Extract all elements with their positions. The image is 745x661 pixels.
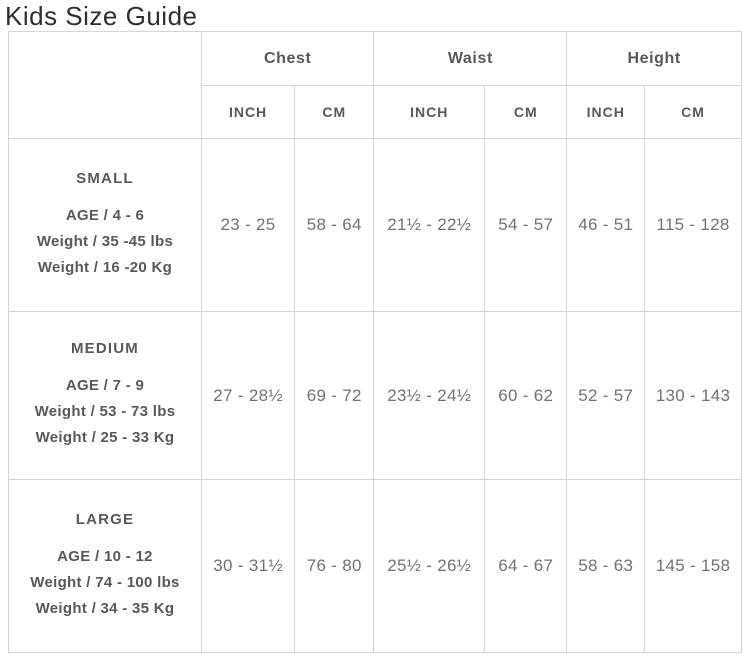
chest-inch-value: 30 - 31½ bbox=[201, 480, 294, 653]
table-row-small bbox=[9, 139, 742, 312]
size-name: SMALL bbox=[76, 169, 134, 187]
size-label-medium bbox=[9, 312, 202, 480]
size-weight-lbs-detail: Weight / 35 -45 lbs bbox=[36, 232, 174, 250]
height-cm-value: 130 - 143 bbox=[645, 312, 742, 480]
size-label-small bbox=[9, 139, 202, 312]
chest-inch-header: INCH bbox=[201, 86, 294, 139]
page-title: Kids Size Guide bbox=[5, 1, 198, 31]
table-row-medium bbox=[9, 312, 742, 480]
waist-inch-value: 25½ - 26½ bbox=[374, 480, 485, 653]
waist-cm-value: 54 - 57 bbox=[485, 139, 567, 312]
corner-empty-cell bbox=[9, 32, 202, 139]
kids-size-guide-table bbox=[8, 31, 742, 653]
size-age-detail: AGE / 10 - 12 bbox=[57, 547, 153, 565]
height-inch-value: 58 - 63 bbox=[567, 480, 645, 653]
waist-inch-value: 21½ - 22½ bbox=[374, 139, 485, 312]
size-name: LARGE bbox=[75, 510, 135, 528]
height-cm-value: 145 - 158 bbox=[645, 480, 742, 653]
height-inch-value: 46 - 51 bbox=[567, 139, 645, 312]
size-weight-kg-detail: Weight / 16 -20 Kg bbox=[37, 258, 173, 276]
chest-inch-value: 23 - 25 bbox=[201, 139, 294, 312]
waist-cm-value: 64 - 67 bbox=[485, 480, 567, 653]
size-weight-lbs-detail: Weight / 53 - 73 lbs bbox=[34, 403, 176, 420]
chest-column-header: Chest bbox=[201, 32, 373, 86]
size-age-detail: AGE / 7 - 9 bbox=[65, 377, 145, 394]
measurement-group-header-row bbox=[9, 32, 742, 86]
waist-column-header: Waist bbox=[374, 32, 567, 86]
size-weight-kg-detail: Weight / 25 - 33 Kg bbox=[35, 429, 175, 446]
size-label-large bbox=[9, 480, 202, 653]
height-column-header: Height bbox=[567, 32, 742, 86]
height-cm-value: 115 - 128 bbox=[645, 139, 742, 312]
waist-inch-value: 23½ - 24½ bbox=[374, 312, 485, 480]
chest-cm-value: 58 - 64 bbox=[295, 139, 374, 312]
height-inch-value: 52 - 57 bbox=[567, 312, 645, 480]
height-inch-header: INCH bbox=[567, 86, 645, 139]
chest-cm-value: 76 - 80 bbox=[295, 480, 374, 653]
size-age-detail: AGE / 4 - 6 bbox=[65, 206, 145, 224]
chest-inch-value: 27 - 28½ bbox=[201, 312, 294, 480]
size-name: MEDIUM bbox=[70, 340, 139, 357]
size-weight-lbs-detail: Weight / 74 - 100 lbs bbox=[30, 573, 180, 591]
height-cm-header: CM bbox=[645, 86, 742, 139]
waist-cm-value: 60 - 62 bbox=[485, 312, 567, 480]
table-row-large bbox=[9, 480, 742, 653]
chest-cm-value: 69 - 72 bbox=[295, 312, 374, 480]
chest-cm-header: CM bbox=[295, 86, 374, 139]
waist-cm-header: CM bbox=[485, 86, 567, 139]
size-weight-kg-detail: Weight / 34 - 35 Kg bbox=[35, 599, 175, 617]
waist-inch-header: INCH bbox=[374, 86, 485, 139]
